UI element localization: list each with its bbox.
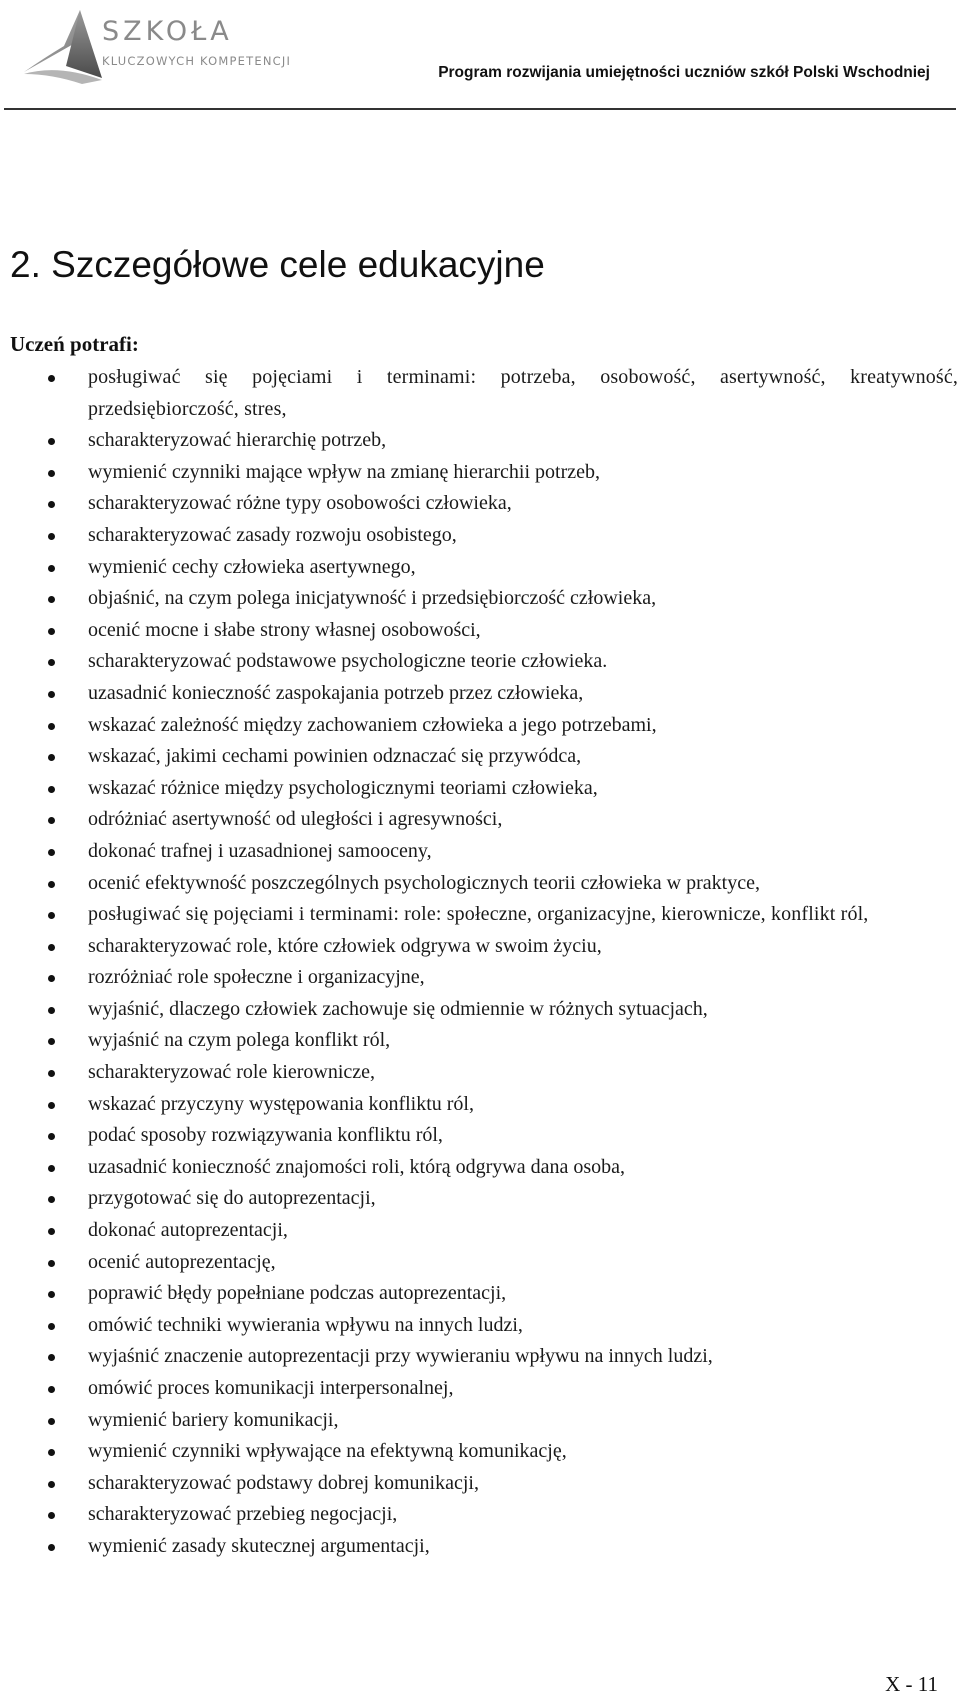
bullet-icon: [48, 1196, 55, 1203]
list-item-text: odróżniać asertywność od uległości i agresywności,: [88, 808, 503, 831]
list-item-text: wyjaśnić na czym polega konflikt ról,: [88, 1029, 391, 1052]
header-divider: [4, 108, 956, 110]
bullet-icon: [48, 1449, 55, 1456]
bullet-icon: [48, 1260, 55, 1267]
bullet-icon: [48, 1070, 55, 1077]
list-item-text: podać sposoby rozwiązywania konfliktu ról,: [88, 1124, 443, 1147]
bullet-icon: [48, 1544, 55, 1551]
list-item-text: poprawić błędy popełniane podczas autoprezentacji,: [88, 1282, 507, 1305]
list-item-text: wymienić zasady skutecznej argumentacji,: [88, 1534, 430, 1557]
list-item-text: wyjaśnić, dlaczego człowiek zachowuje się odmiennie w różnych sytuacjach,: [88, 997, 708, 1020]
list-item-text: posługiwać się pojęciami i terminami: role: społeczne, organizacyjne, kierownicze, konflikt ról,: [88, 903, 869, 926]
list-item-text: wskazać, jakimi cechami powinien odznaczać się przywódca,: [88, 745, 582, 768]
list-item-text: omówić proces komunikacji interpersonalnej,: [88, 1377, 454, 1399]
list-item-text: scharakteryzować hierarchię potrzeb,: [88, 429, 387, 452]
bullet-icon: [48, 628, 55, 635]
list-item: [0, 1405, 960, 1437]
list-item-text: wymienić bariery komunikacji,: [88, 1408, 339, 1431]
bullet-icon: [48, 438, 55, 445]
list-item: [0, 710, 960, 742]
bullet-icon: [48, 1354, 55, 1361]
list-item: [0, 868, 960, 900]
program-title: Program rozwijania umiejętności uczniów szkół Polski Wschodniej: [438, 64, 930, 81]
bullet-icon: [48, 533, 55, 540]
list-item-text: uzasadnić konieczność zaspokajania potrzeb przez człowieka,: [88, 681, 584, 704]
list-item-text: wymienić cechy człowieka asertywnego,: [88, 555, 416, 578]
list-item-text: rozróżniać role społeczne i organizacyjne,: [88, 966, 425, 989]
bullet-icon: [48, 596, 55, 603]
bullet-icon: [48, 565, 55, 572]
list-item-text: ocenić mocne i słabe strony własnej osobowości,: [88, 618, 481, 641]
list-item-text: objaśnić, na czym polega inicjatywność i przedsiębiorczość człowieka,: [88, 587, 657, 610]
list-item-text: wskazać różnice między psychologicznymi teoriami człowieka,: [88, 776, 598, 799]
list-item-text: wskazać przyczyny występowania konfliktu ról,: [88, 1092, 474, 1115]
list-item: [0, 488, 960, 520]
list-item-text: scharakteryzować zasady rozwoju osobistego,: [88, 523, 457, 546]
section-lead: Uczeń potrafi:: [10, 332, 139, 356]
bullet-icon: [48, 375, 55, 382]
bullet-icon: [48, 1102, 55, 1109]
list-item-text: omówić techniki wywierania wpływu na innych ludzi,: [88, 1313, 523, 1336]
list-item: [0, 741, 960, 773]
bullet-icon: [48, 659, 55, 666]
list-item: [0, 804, 960, 836]
bullet-icon: [48, 1165, 55, 1172]
list-item-text: ocenić efektywność poszczególnych psychologicznych teorii człowieka w praktyce,: [88, 871, 760, 894]
bullet-icon: [48, 881, 55, 888]
list-item: [0, 1436, 960, 1468]
list-item: [0, 1120, 960, 1152]
list-item: [0, 615, 960, 647]
list-item: [0, 1152, 960, 1184]
bullet-icon: [48, 470, 55, 477]
list-item-text: scharakteryzować role, które człowiek odgrywa w swoim życiu,: [88, 934, 602, 957]
bullet-icon: [48, 1481, 55, 1488]
list-item: [0, 678, 960, 710]
list-item: [0, 962, 960, 994]
section-title: 2. Szczegółowe cele edukacyjne: [10, 244, 545, 285]
list-item: [0, 931, 960, 963]
logo-title: SZKOŁA: [102, 16, 233, 47]
list-item: [0, 520, 960, 552]
bullet-icon: [48, 501, 55, 508]
list-item: [0, 1373, 960, 1405]
bullet-icon: [48, 1038, 55, 1045]
list-item: [0, 899, 960, 931]
list-item-text: przygotować się do autoprezentacji,: [88, 1187, 376, 1210]
list-item: [0, 646, 960, 678]
list-item: [0, 1025, 960, 1057]
list-item: [0, 994, 960, 1026]
list-item: [0, 552, 960, 584]
page-number: X - 11: [885, 1672, 938, 1696]
list-item: [0, 1057, 960, 1089]
bullet-icon: [48, 1512, 55, 1519]
bullet-icon: [48, 1228, 55, 1235]
list-item: [0, 425, 960, 457]
page-header: [0, 0, 960, 112]
list-item: [0, 773, 960, 805]
bullet-icon: [48, 754, 55, 761]
list-item-text: dokonać autoprezentacji,: [88, 1219, 288, 1242]
list-item-text: wskazać zależność między zachowaniem człowieka a jego potrzebami,: [88, 713, 657, 736]
list-item: [0, 1215, 960, 1247]
list-item-text: dokonać trafnej i uzasadnionej samooceny,: [88, 839, 432, 862]
list-item-text: wymienić czynniki wpływające na efektywną komunikację,: [88, 1440, 567, 1463]
list-item: [0, 1531, 960, 1563]
bullet-icon: [48, 1007, 55, 1014]
list-item: [0, 1499, 960, 1531]
bullet-icon: [48, 691, 55, 698]
list-item: [0, 836, 960, 868]
logo-subtitle: KLUCZOWYCH KOMPETENCJI: [102, 54, 292, 68]
list-item-text: uzasadnić konieczność znajomości roli, którą odgrywa dana osoba,: [88, 1155, 626, 1178]
bullet-icon: [48, 1291, 55, 1298]
list-item: [0, 583, 960, 615]
list-item: [0, 1468, 960, 1500]
bullet-icon: [48, 1386, 55, 1393]
bullet-icon: [48, 849, 55, 856]
list-item-text: scharakteryzować podstawowe psychologiczne teorie człowieka.: [88, 650, 608, 673]
bullet-icon: [48, 1133, 55, 1140]
list-item-text: ocenić autoprezentację,: [88, 1250, 276, 1273]
bullet-icon: [48, 723, 55, 730]
list-item: [0, 1089, 960, 1121]
bullet-icon: [48, 817, 55, 824]
bullet-icon: [48, 1323, 55, 1330]
list-item-text: scharakteryzować przebieg negocjacji,: [88, 1503, 398, 1526]
list-item-text: scharakteryzować podstawy dobrej komunikacji,: [88, 1471, 479, 1494]
list-item-text: scharakteryzować role kierownicze,: [88, 1061, 376, 1084]
list-item-text: wyjaśnić znaczenie autoprezentacji przy wywieraniu wpływu na innych ludzi,: [88, 1345, 713, 1368]
bullet-icon: [48, 786, 55, 793]
bullet-icon: [48, 944, 55, 951]
list-item: [0, 1183, 960, 1215]
list-item: [0, 1247, 960, 1279]
bullet-icon: [48, 1418, 55, 1425]
list-item: [0, 1310, 960, 1342]
list-item-text: posługiwać się pojęciami i terminami: potrzeba, osobowość, asertywność, kreatywność, przedsiębiorczość, stres,: [88, 366, 958, 420]
list-item: [0, 362, 960, 425]
list-item: [0, 1341, 960, 1373]
bullet-icon: [48, 912, 55, 919]
bullet-icon: [48, 975, 55, 982]
list-item-text: scharakteryzować różne typy osobowości człowieka,: [88, 492, 512, 515]
list-item: [0, 457, 960, 489]
list-item-text: wymienić czynniki mające wpływ na zmianę hierarchii potrzeb,: [88, 460, 601, 483]
objectives-list: [0, 362, 960, 1563]
list-item: [0, 1278, 960, 1310]
